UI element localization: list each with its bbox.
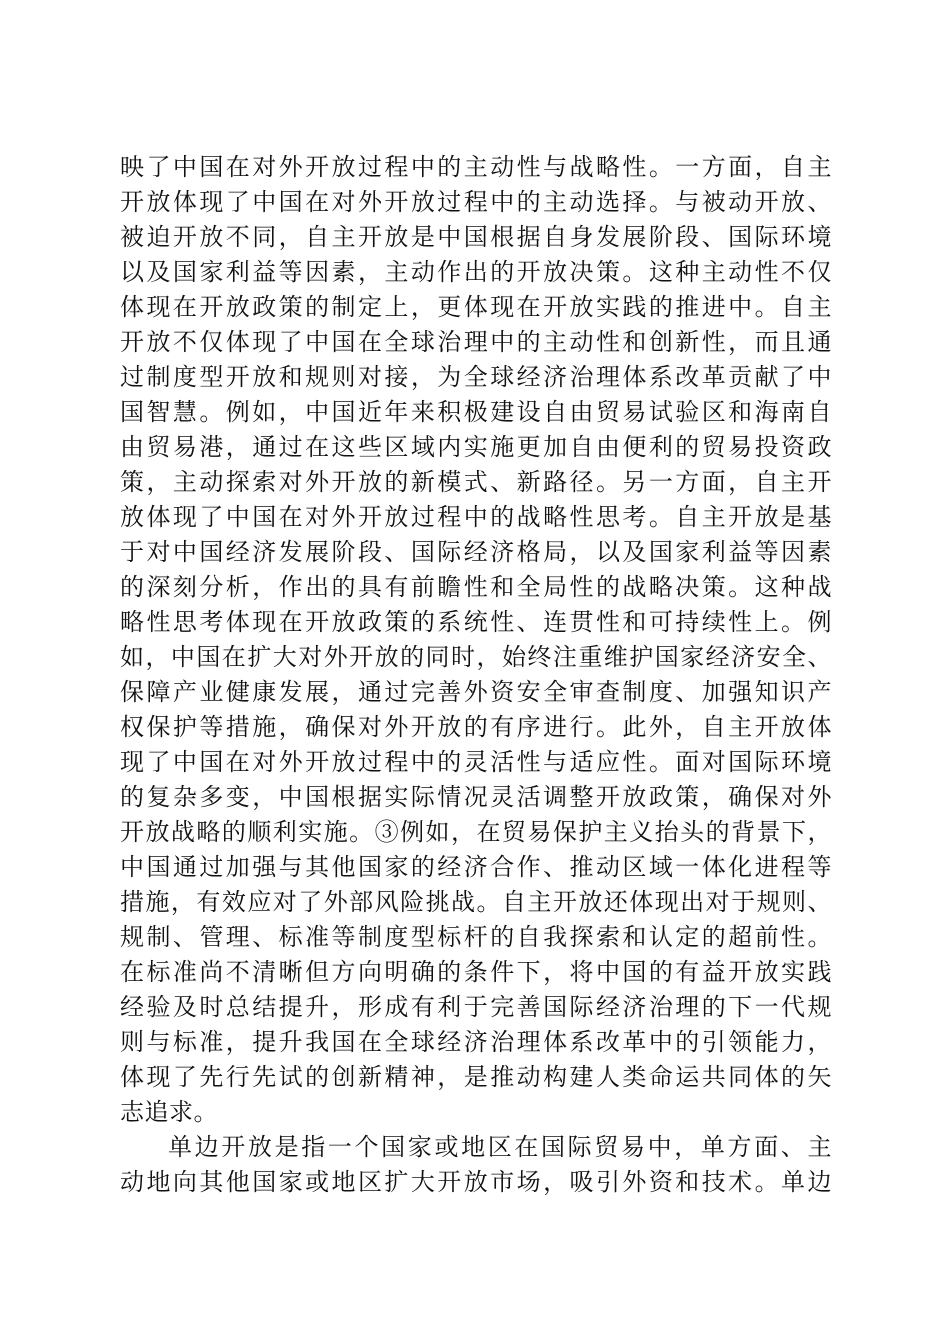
text-line: 的深刻分析，作出的具有前瞻性和全局性的战略决策。这种战 xyxy=(120,573,832,601)
text-line: 规制、管理、标准等制度型标杆的自我探索和认定的超前性。 xyxy=(120,923,832,951)
text-line: 开放不仅体现了中国在全球治理中的主动性和创新性，而且通 xyxy=(120,328,832,356)
text-line: 志追求。 xyxy=(120,1098,218,1126)
text-line: 过制度型开放和规则对接，为全球经济治理体系改革贡献了中 xyxy=(120,363,832,391)
text-line: 则与标准，提升我国在全球经济治理体系改革中的引领能力， xyxy=(120,1028,832,1056)
text-line: 由贸易港，通过在这些区域内实施更加自由便利的贸易投资政 xyxy=(120,433,832,461)
text-line: 措施，有效应对了外部风险挑战。自主开放还体现出对于规则、 xyxy=(120,888,832,916)
text-line: 策，主动探索对外开放的新模式、新路径。另一方面，自主开 xyxy=(120,468,832,496)
text-line: 略性思考体现在开放政策的系统性、连贯性和可持续性上。例 xyxy=(120,608,832,636)
text-line: 的复杂多变，中国根据实际情况灵活调整开放政策，确保对外 xyxy=(120,783,832,811)
text-line: 体现在开放政策的制定上，更体现在开放实践的推进中。自主 xyxy=(120,293,832,321)
body-text xyxy=(120,150,832,1200)
text-line: 于对中国经济发展阶段、国际经济格局，以及国家利益等因素 xyxy=(120,538,832,566)
text-line: 权保护等措施，确保对外开放的有序进行。此外，自主开放体 xyxy=(120,713,832,741)
text-line: 在标准尚不清晰但方向明确的条件下，将中国的有益开放实践 xyxy=(120,958,832,986)
text-line: 动地向其他国家或地区扩大开放市场，吸引外资和技术。单边 xyxy=(120,1168,832,1196)
text-line: 保障产业健康发展，通过完善外资安全审查制度、加强知识产 xyxy=(120,678,832,706)
text-line: 开放体现了中国在对外开放过程中的主动选择。与被动开放、 xyxy=(120,188,832,216)
text-line: 放体现了中国在对外开放过程中的战略性思考。自主开放是基 xyxy=(120,503,832,531)
text-line: 经验及时总结提升，形成有利于完善国际经济治理的下一代规 xyxy=(120,993,832,1021)
text-line: 如，中国在扩大对外开放的同时，始终注重维护国家经济安全、 xyxy=(120,643,832,671)
text-line: 以及国家利益等因素，主动作出的开放决策。这种主动性不仅 xyxy=(120,258,832,286)
text-line: 中国通过加强与其他国家的经济合作、推动区域一体化进程等 xyxy=(120,853,832,881)
text-line: 现了中国在对外开放过程中的灵活性与适应性。面对国际环境 xyxy=(120,748,832,776)
text-line: 单边开放是指一个国家或地区在国际贸易中，单方面、主 xyxy=(168,1133,832,1161)
text-line: 被迫开放不同，自主开放是中国根据自身发展阶段、国际环境 xyxy=(120,223,832,251)
paragraph-2 xyxy=(120,1130,832,1200)
text-line: 映了中国在对外开放过程中的主动性与战略性。一方面，自主 xyxy=(120,153,832,181)
text-line: 开放战略的顺利实施。③例如，在贸易保护主义抬头的背景下， xyxy=(120,818,832,846)
text-line: 国智慧。例如，中国近年来积极建设自由贸易试验区和海南自 xyxy=(120,398,832,426)
paragraph-1 xyxy=(120,150,832,1130)
text-line: 体现了先行先试的创新精神，是推动构建人类命运共同体的矢 xyxy=(120,1063,832,1091)
